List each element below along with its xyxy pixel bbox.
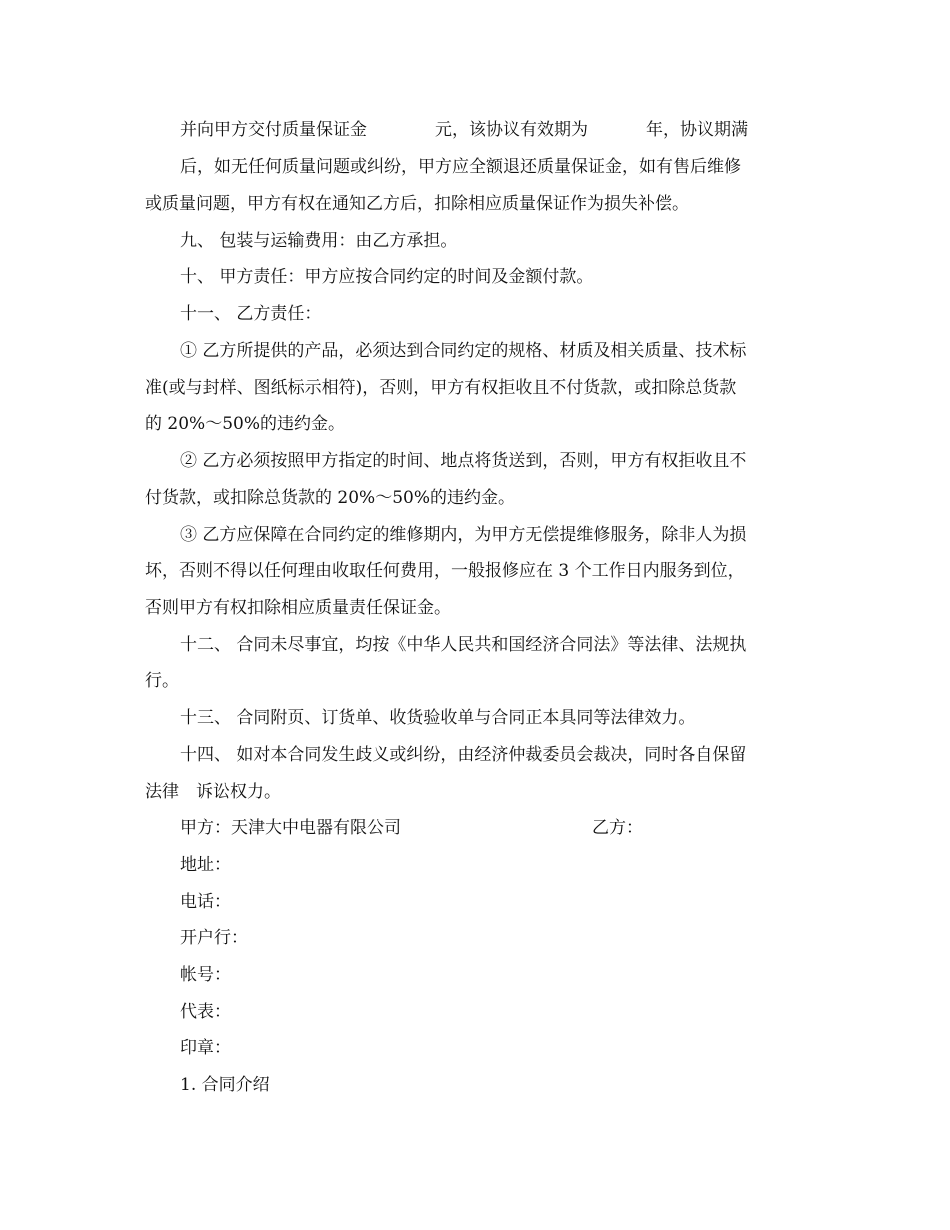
account-label: 帐号： <box>180 965 231 985</box>
paragraph-line: 准(或与封样、图纸标示相符)，否则，甲方有权拒收且不付货款，或扣除总货款 <box>145 378 737 398</box>
paragraph-line: ② 乙方必须按照甲方指定的时间、地点将货送到，否则，甲方有权拒收且不 <box>180 451 747 471</box>
party-a-label: 甲方：天津大中电器有限公司 <box>180 818 401 838</box>
paragraph-line: ① 乙方所提供的产品，必须达到合同约定的规格、材质及相关质量、技术标 <box>180 341 747 361</box>
paragraph-line: 行。 <box>145 671 179 691</box>
section-heading: 1. 合同介绍 <box>180 1075 270 1095</box>
bank-label: 开户行： <box>180 928 248 948</box>
text-segment: 年，协议期满 <box>646 120 748 140</box>
paragraph-line: 或质量问题，甲方有权在通知乙方后，扣除相应质量保证作为损失补偿。 <box>145 194 689 214</box>
clause-14: 十四、 如对本合同发生歧义或纠纷，由经济仲裁委员会裁决，同时各自保留 <box>180 745 747 765</box>
representative-label: 代表： <box>180 1002 231 1022</box>
clause-13: 十三、 合同附页、订货单、收货验收单与合同正本具同等法律效力。 <box>180 708 696 728</box>
clause-11: 十一、 乙方责任： <box>180 304 322 324</box>
paragraph-line <box>180 118 748 142</box>
text-segment: 元，该协议有效期为 <box>435 120 588 140</box>
party-b-label: 乙方： <box>592 818 643 838</box>
paragraph-line: 付货款，或扣除总货款的 20%～50%的违约金。 <box>145 488 515 508</box>
paragraph-line: 否则甲方有权扣除相应质量责任保证金。 <box>145 598 451 618</box>
text-segment: 并向甲方交付质量保证金 <box>180 120 367 140</box>
clause-9: 九、 包装与运输费用：由乙方承担。 <box>180 231 458 251</box>
clause-10: 十、 甲方责任：甲方应按合同约定的时间及金额付款。 <box>180 267 594 287</box>
paragraph-line: ③ 乙方应保障在合同约定的维修期内，为甲方无偿提维修服务，除非人为损 <box>180 525 747 545</box>
seal-label: 印章： <box>180 1038 231 1058</box>
clause-12: 十二、 合同未尽事宜，均按《中华人民共和国经济合同法》等法律、法规执 <box>180 635 747 655</box>
address-label: 地址： <box>180 855 231 875</box>
phone-label: 电话： <box>180 892 231 912</box>
paragraph-line: 的 20%～50%的违约金。 <box>145 414 345 434</box>
paragraph-line: 法律 诉讼权力。 <box>145 782 281 802</box>
paragraph-line: 后，如无任何质量问题或纠纷，甲方应全额退还质量保证金，如有售后维修 <box>180 157 741 177</box>
paragraph-line: 坏，否则不得以任何理由收取任何费用，一般报修应在 3 个工作日内服务到位， <box>145 561 745 581</box>
